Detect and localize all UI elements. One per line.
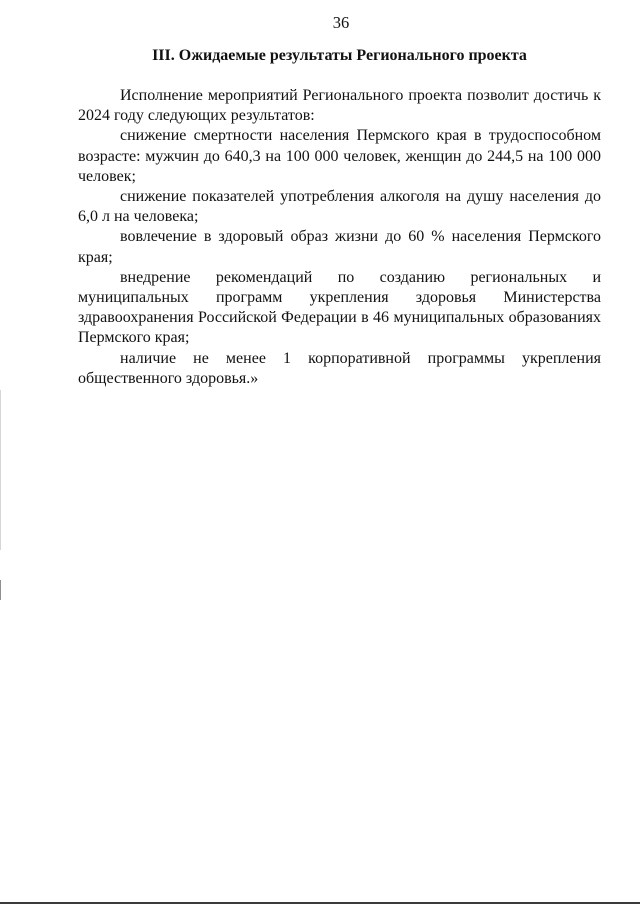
section-heading: III. Ожидаемые результаты Регионального проекта — [152, 47, 527, 64]
scan-edge-mark — [0, 390, 1, 550]
paragraph-mortality: снижение смертности населения Пермского края в трудоспособном возрасте: мужчин до 640,3 на 100 000 человек, женщин до 244,5 на 100 000 человек; — [78, 127, 601, 185]
paragraph-programs: внедрение рекомендаций по созданию региональных и муниципальных программ укрепления здоровья Министерства здравоохранения Российской Федерации в 46 муниципальных образованиях Пермского края; — [78, 268, 601, 347]
paragraph-healthy-lifestyle: вовлечение в здоровый образ жизни до 60 % населения Пермского края; — [78, 228, 601, 266]
paragraph-corporate-program: наличие не менее 1 корпоративной программы укрепления общественного здоровья.» — [78, 349, 601, 387]
paragraph-intro: Исполнение мероприятий Регионального проекта позволит достичь к 2024 году следующих результатов: — [78, 87, 601, 125]
paragraph-alcohol: снижение показателей употребления алкоголя на душу населения до 6,0 л на человека; — [78, 188, 601, 226]
section-body — [78, 86, 601, 389]
scan-edge-mark — [0, 580, 1, 600]
page-number: 36 — [332, 13, 350, 32]
scan-bottom-line — [0, 902, 640, 904]
